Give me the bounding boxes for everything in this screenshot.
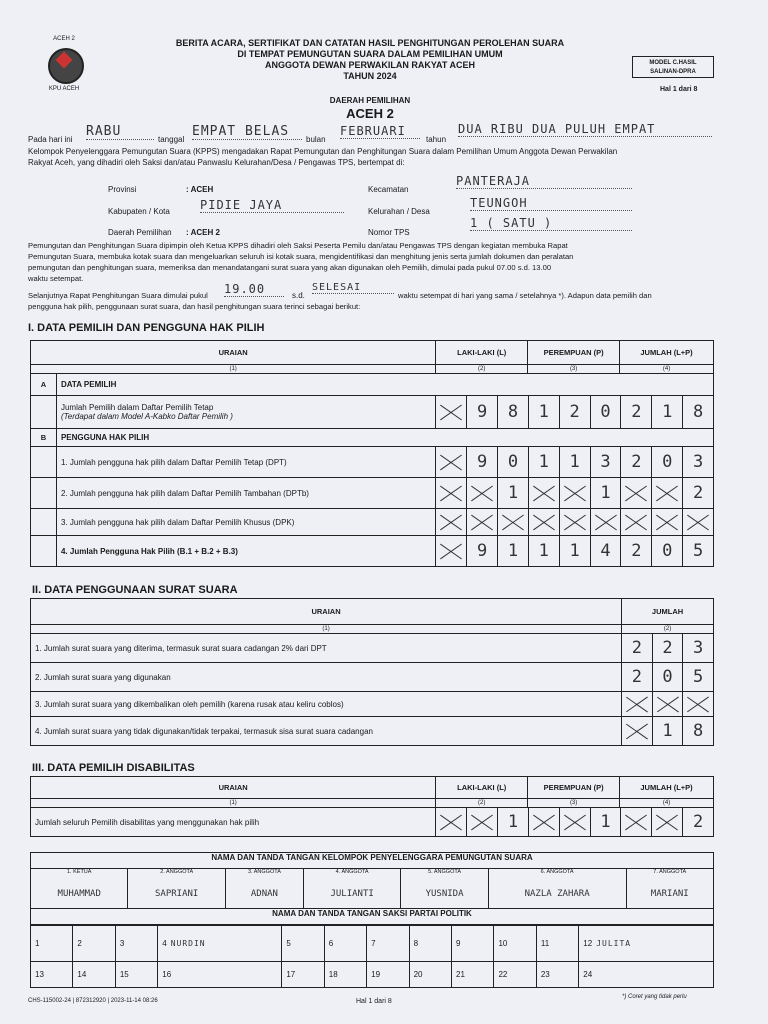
a1-digits	[436, 396, 713, 428]
digit-box: 2	[631, 638, 643, 658]
digit-box: 5	[682, 536, 713, 566]
s2-num-1: (1)	[31, 625, 622, 634]
s2-col-uraian: URAIAN	[31, 599, 622, 625]
tps-value: 1 ( SATU )	[470, 216, 632, 231]
saksi-signature: JULITA	[596, 939, 632, 948]
kecamatan-value: PANTERAJA	[456, 174, 632, 189]
saksi-cell	[536, 926, 578, 962]
digit-box: 9	[466, 447, 497, 477]
saksi-signature: NURDIN	[170, 939, 206, 948]
page-indicator: Hal 1 dari 8	[660, 86, 698, 93]
kabupaten-label: Kabupaten / Kota	[108, 207, 170, 216]
a1-text: Jumlah Pemilih dalam Daftar Pemilih Tetap	[60, 403, 214, 412]
saksi-cell	[324, 926, 366, 962]
col-uraian: URAIAN	[31, 341, 436, 365]
footer-code: CHS-115002-24 | 872312920 | 2023-11-14 08:26	[28, 998, 158, 1004]
para-line-5a: Selanjutnya Rapat Penghitungan Suara dimulai pukul	[28, 291, 208, 300]
dapil-value: ACEH 2	[346, 106, 394, 121]
digit-box: 1	[528, 447, 559, 477]
saksi-signature-table	[30, 925, 714, 988]
kpps-role: 7. ANGGOTA	[653, 869, 687, 875]
saksi-cell	[536, 962, 578, 988]
crossed-box	[436, 478, 466, 508]
footer-page: Hal 1 dari 8	[356, 998, 392, 1005]
crossed-box	[528, 478, 559, 508]
s3-col-laki: LAKI-LAKI (L)	[436, 777, 528, 799]
saksi-number: 24	[583, 970, 593, 979]
b4-text: 4. Jumlah Pengguna Hak Pilih (B.1 + B.2 + B.3)	[56, 536, 435, 567]
crossed-box	[436, 536, 466, 566]
saksi-cell	[579, 962, 714, 988]
digit-box: 2	[631, 667, 643, 687]
tanggal-label: tanggal	[158, 135, 185, 144]
saksi-number: 1	[35, 939, 40, 948]
saksi-cell	[31, 962, 73, 988]
saksi-number: 10	[498, 939, 508, 948]
kpps-name: JULIANTI	[330, 889, 374, 899]
digit-box: 1	[497, 536, 528, 566]
kelurahan-label: Kelurahan / Desa	[368, 207, 430, 216]
digit-box: 0	[651, 536, 682, 566]
col-num-3: (3)	[528, 365, 620, 374]
saksi-cell	[367, 962, 409, 988]
saksi-number: 15	[119, 970, 129, 979]
col-perempuan: PEREMPUAN (P)	[528, 341, 620, 365]
kecamatan-label: Kecamatan	[368, 185, 409, 194]
saksi-cell	[282, 962, 324, 988]
row-b-spacer	[31, 509, 57, 536]
digit-box: 1	[528, 536, 559, 566]
row-a-title: DATA PEMILIH	[56, 374, 713, 396]
model-line-2: SALINAN-DPRA	[650, 69, 696, 75]
mulai-value: 19.00	[224, 282, 284, 297]
crossed-box	[528, 509, 559, 535]
tahun-value: DUA RIBU DUA PULUH EMPAT	[458, 122, 712, 137]
kpps-name: ADNAN	[250, 889, 278, 899]
s3-num-2: (2)	[436, 799, 528, 808]
saksi-number: 12	[583, 939, 593, 948]
crossed-box	[682, 692, 713, 716]
s2-r3-digits	[622, 692, 713, 716]
section-3-table	[30, 776, 714, 837]
para-line-2: Pemungutan Suara, membuka kotak suara dan mengeluarkan seluruh isi kotak suara, mengidentifikasi dan menghitung jenis serta jumlah dokumen dan peralatan	[28, 252, 574, 261]
kpps-role: 5. ANGGOTA	[428, 869, 461, 875]
col-num-1: (1)	[31, 365, 436, 374]
digit-box: 2	[620, 396, 651, 428]
saksi-number: 18	[328, 970, 338, 979]
crossed-box	[436, 808, 466, 836]
digit-box: 3	[682, 447, 713, 477]
kpps-signature-cell	[303, 869, 400, 909]
saksi-number: 16	[162, 970, 172, 979]
saksi-cell	[158, 962, 282, 988]
saksi-number: 19	[371, 970, 381, 979]
provinsi-label: Provinsi	[108, 185, 137, 194]
selesai-value: SELESAI	[312, 282, 394, 294]
kpps-signature-cell	[31, 869, 128, 909]
row-b-title: PENGGUNA HAK PILIH	[56, 429, 713, 447]
section-1-table	[30, 340, 714, 567]
s3-num-1: (1)	[31, 799, 436, 808]
digit-box: 8	[682, 717, 713, 745]
digit-box: 3	[590, 447, 621, 477]
s2-r1-digits	[622, 634, 713, 662]
digit-box: 2	[682, 478, 713, 508]
digit-box: 9	[466, 536, 497, 566]
kpps-name: MARIANI	[650, 889, 689, 899]
s2-num-2: (2)	[622, 625, 714, 634]
dapil-label: DAERAH PEMILIHAN	[329, 96, 411, 105]
dapil-row-label: Daerah Pemilihan	[108, 228, 172, 237]
footer-note: *) Coret yang tidak perlu	[622, 994, 687, 1000]
s3-num-4: (4)	[620, 799, 714, 808]
crossed-box	[651, 509, 682, 535]
logo-top-text: ACEH 2	[53, 36, 75, 42]
kpps-title: NAMA DAN TANDA TANGAN KELOMPOK PENYELENGGARA PEMUNGUTAN SUARA	[31, 853, 714, 869]
kpps-role: 6. ANGGOTA	[540, 869, 574, 875]
digit-box: 3	[682, 634, 713, 662]
digit-box: 4	[590, 536, 621, 566]
kpps-signature-cell	[626, 869, 713, 909]
digit-box: 0	[497, 447, 528, 477]
section-2-title: II. DATA PENGGUNAAN SURAT SUARA	[32, 584, 238, 596]
dapil-row-value: : ACEH 2	[186, 228, 220, 237]
s2-col-jumlah: JUMLAH	[622, 599, 714, 625]
saksi-number: 8	[413, 939, 419, 948]
saksi-number: 2	[77, 939, 82, 948]
digit-box: 1	[652, 717, 683, 745]
b1-text: 1. Jumlah pengguna hak pilih dalam Daftar Pemilih Tetap (DPT)	[56, 447, 435, 478]
saksi-title: NAMA DAN TANDA TANGAN SAKSI PARTAI POLITIK	[31, 909, 714, 925]
s2-r4-digits	[622, 717, 713, 745]
s2-r1-text: 1. Jumlah surat suara yang diterima, termasuk surat suara cadangan 2% dari DPT	[31, 634, 622, 663]
digit-box: 8	[682, 396, 713, 428]
b2-text: 2. Jumlah pengguna hak pilih dalam Daftar Pemilih Tambahan (DPTb)	[56, 478, 435, 509]
digit-box: 1	[528, 396, 559, 428]
crossed-box	[436, 447, 466, 477]
s3-col-jumlah: JUMLAH (L+P)	[620, 777, 714, 799]
saksi-number: 3	[119, 939, 125, 948]
saksi-number: 17	[286, 970, 296, 979]
saksi-cell	[31, 926, 73, 962]
b3-text: 3. Jumlah pengguna hak pilih dalam Daftar Pemilih Khusus (DPK)	[56, 509, 435, 536]
model-badge	[632, 56, 714, 78]
crossed-box	[620, 509, 651, 535]
b1-digits	[436, 447, 713, 477]
model-line-1: MODEL C.HASIL	[649, 60, 697, 66]
saksi-cell	[324, 962, 366, 988]
row-a-label: A	[31, 374, 57, 396]
digit-box: 1	[497, 808, 528, 836]
crossed-box	[497, 509, 528, 535]
crossed-box	[651, 478, 682, 508]
crossed-box	[559, 478, 590, 508]
tps-label: Nomor TPS	[368, 228, 410, 237]
crossed-box	[466, 478, 497, 508]
kelurahan-value: TEUNGOH	[470, 196, 632, 211]
title-line-1: BERITA ACARA, SERTIFIKAT DAN CATATAN HASIL PENGHITUNGAN PEROLEHAN SUARA	[175, 38, 565, 48]
digit-box: 2	[682, 808, 713, 836]
s3-r1-digits	[436, 808, 713, 836]
saksi-cell	[409, 926, 451, 962]
saksi-cell	[579, 926, 714, 962]
tanggal-value: EMPAT BELAS	[192, 124, 302, 140]
digit-box: 1	[590, 808, 621, 836]
crossed-box	[682, 509, 713, 535]
kpps-signature-cell	[488, 869, 626, 909]
crossed-box	[559, 808, 590, 836]
kpps-role: 4. ANGGOTA	[335, 869, 369, 875]
s3-col-perempuan: PEREMPUAN (P)	[528, 777, 620, 799]
kpps-signature-table	[30, 852, 714, 925]
saksi-cell	[73, 926, 115, 962]
saksi-cell	[367, 926, 409, 962]
saksi-cell	[452, 926, 494, 962]
section-1-title: I. DATA PEMILIH DAN PENGGUNA HAK PILIH	[28, 322, 265, 334]
digit-box: 2	[559, 396, 590, 428]
intro-paragraph-2: Rakyat Aceh, yang dihadiri oleh Saksi dan/atau Panwaslu Kelurahan/Desa / Pengawas TPS, bertempat di:	[28, 158, 405, 167]
saksi-number: 23	[540, 970, 550, 979]
saksi-number: 9	[456, 939, 461, 948]
digit-box: 2	[620, 447, 651, 477]
saksi-number: 22	[498, 970, 508, 979]
hari-value: RABU	[86, 124, 154, 140]
crossed-box	[528, 808, 559, 836]
row-b-spacer	[31, 478, 57, 509]
saksi-cell	[115, 962, 157, 988]
title-line-2: DI TEMPAT PEMUNGUTAN SUARA DALAM PEMILIHAN UMUM	[237, 49, 503, 59]
digit-box: 2	[620, 536, 651, 566]
saksi-cell	[282, 926, 324, 962]
title-line-3: ANGGOTA DEWAN PERWAKILAN RAKYAT ACEH	[264, 60, 475, 70]
row-a1-label	[56, 396, 435, 429]
saksi-cell	[73, 962, 115, 988]
kpps-signature-cell	[225, 869, 303, 909]
col-laki: LAKI-LAKI (L)	[436, 341, 528, 365]
col-jumlah: JUMLAH (L+P)	[620, 341, 714, 365]
b2-digits	[436, 478, 713, 508]
para-line-1: Pemungutan dan Penghitungan Suara dipimpin oleh Ketua KPPS dihadiri oleh Saksi Peserta Pemilu dan/atau Pengawas TPS dengan kegiatan membuka Rapat	[28, 241, 568, 250]
crossed-box	[466, 808, 497, 836]
saksi-cell	[158, 926, 282, 962]
digit-box: 1	[559, 536, 590, 566]
provinsi-value: : ACEH	[186, 185, 214, 194]
kpps-name: MUHAMMAD	[57, 889, 101, 899]
crossed-box	[652, 692, 683, 716]
s2-r3-text: 3. Jumlah surat suara yang dikembalikan oleh pemilih (karena rusak atau keliru coblos)	[31, 692, 622, 717]
pada-hari-label: Pada hari ini	[28, 135, 73, 144]
saksi-cell	[494, 962, 536, 988]
digit-box: 8	[497, 396, 528, 428]
crossed-box	[436, 396, 466, 428]
row-b-spacer	[31, 536, 57, 567]
document-title	[140, 38, 600, 82]
b3-digits	[436, 509, 713, 535]
saksi-number: 11	[540, 939, 550, 948]
row-a-spacer	[31, 396, 57, 429]
crossed-box	[622, 692, 652, 716]
saksi-number: 21	[456, 970, 465, 979]
crossed-box	[651, 808, 682, 836]
kpps-signature-cell	[128, 869, 225, 909]
digit-box: 0	[590, 396, 621, 428]
digit-box: 5	[682, 663, 713, 691]
saksi-number: 5	[286, 939, 291, 948]
crossed-box	[590, 509, 621, 535]
section-2-table	[30, 598, 714, 746]
s3-num-3: (3)	[528, 799, 620, 808]
intro-paragraph-1: Kelompok Penyelenggara Pemungutan Suara (KPPS) mengadakan Rapat Pemungutan dan Penghitungan Suara dalam Pemilihan Umum Anggota Dewan Perwakilan	[28, 147, 618, 156]
para-line-3: pemungutan dan penghitungan suara, memeriksa dan menandatangani surat suara yang akan digunakan oleh Pemilih, dimulai pada pukul 07.00 s.d. 13.00	[28, 263, 552, 272]
kpu-logo	[42, 36, 86, 94]
row-b-label: B	[31, 429, 57, 447]
bulan-value: FEBRUARI	[340, 124, 420, 139]
para-line-4: waktu setempat.	[28, 274, 84, 283]
crossed-box	[620, 808, 651, 836]
saksi-number: 20	[413, 970, 423, 979]
digit-box: 1	[651, 396, 682, 428]
digit-box: 0	[652, 663, 683, 691]
digit-box: 2	[652, 634, 683, 662]
kpps-role: 2. ANGGOTA	[160, 869, 194, 875]
crossed-box	[436, 509, 466, 535]
bulan-label: bulan	[306, 135, 326, 144]
col-num-2: (2)	[436, 365, 528, 374]
row-b-spacer	[31, 447, 57, 478]
s3-r1-text: Jumlah seluruh Pemilih disabilitas yang menggunakan hak pilih	[31, 808, 436, 837]
digit-box: 1	[559, 447, 590, 477]
digit-box: 1	[497, 478, 528, 508]
s2-r4-text: 4. Jumlah surat suara yang tidak digunakan/tidak terpakai, termasuk sisa surat suara cadangan	[31, 717, 622, 746]
s2-r2-digits	[622, 663, 713, 691]
b4-digits	[436, 536, 713, 566]
kpps-name: SAPRIANI	[155, 889, 199, 899]
crossed-box	[466, 509, 497, 535]
digit-box: 9	[466, 396, 497, 428]
para-line-5b: waktu setempat di hari yang sama / setelahnya *). Adapun data pemilih dan	[398, 291, 652, 300]
s2-r2-text: 2. Jumlah surat suara yang digunakan	[31, 663, 622, 692]
tahun-label: tahun	[426, 135, 447, 144]
kpps-signature-cell	[401, 869, 488, 909]
s3-col-uraian: URAIAN	[31, 777, 436, 799]
crossed-box	[620, 478, 651, 508]
kpps-name: YUSNIDA	[425, 889, 464, 899]
saksi-number: 14	[77, 970, 87, 979]
saksi-number: 13	[35, 970, 44, 979]
saksi-number: 7	[371, 939, 376, 948]
kabupaten-value: PIDIE JAYA	[200, 198, 344, 213]
kpps-role: 1. KETUA	[67, 869, 92, 875]
saksi-cell	[494, 926, 536, 962]
a1-note: (Terdapat dalam Model A-Kabko Daftar Pemilih )	[60, 412, 233, 421]
saksi-number: 4	[162, 939, 167, 948]
digit-box: 0	[651, 447, 682, 477]
crossed-box	[622, 717, 652, 745]
saksi-number: 6	[328, 939, 334, 948]
col-num-4: (4)	[620, 365, 714, 374]
logo-bottom-text: KPU ACEH	[48, 86, 80, 92]
section-3-title: III. DATA PEMILIH DISABILITAS	[32, 762, 195, 774]
digit-box: 1	[590, 478, 621, 508]
para-line-6: pengguna hak pilih, penggunaan surat suara, dan hasil penghitungan suara terinci sebagai berikut:	[28, 302, 361, 311]
saksi-cell	[452, 962, 494, 988]
saksi-cell	[115, 926, 157, 962]
sd-label: s.d.	[292, 291, 305, 300]
crossed-box	[559, 509, 590, 535]
saksi-cell	[409, 962, 451, 988]
kpps-role: 3. ANGGOTA	[247, 869, 281, 875]
title-line-4: TAHUN 2024	[343, 71, 397, 81]
kpps-name: NAZLA ZAHARA	[524, 889, 590, 899]
